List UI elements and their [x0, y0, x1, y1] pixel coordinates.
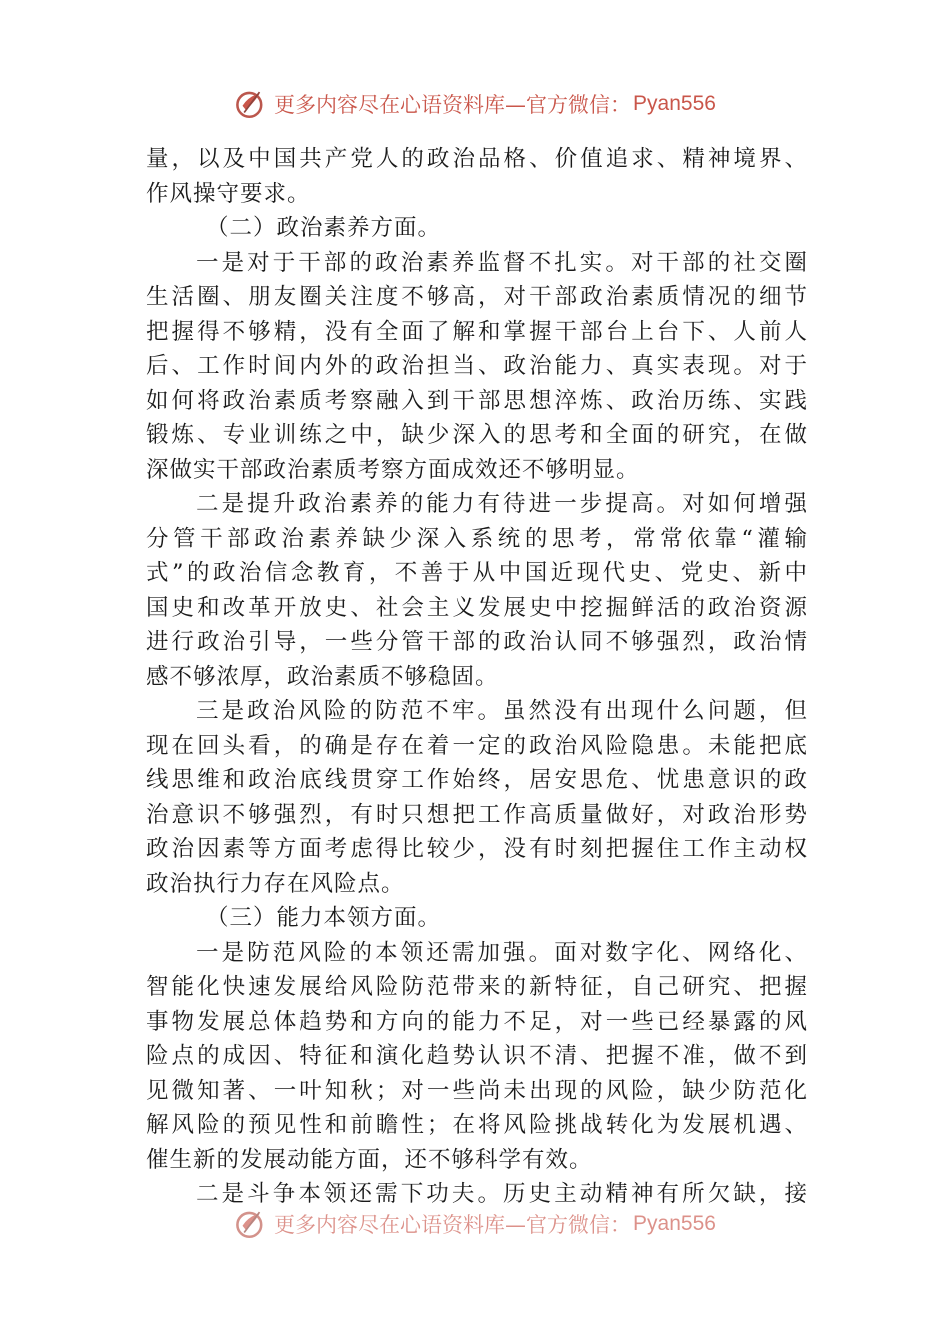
text-line: 后、工作时间内外的政治担当、政治能力、真实表现。对于 [146, 353, 808, 379]
text-line: 感不够浓厚，政治素质不够稳固。 [146, 663, 499, 690]
text-line: 智能化快速发展给风险防范带来的新特征，自己研究、把握 [146, 974, 808, 1000]
text-line: 如何将政治素质考察融入到干部思想淬炼、政治历练、实践 [146, 387, 808, 414]
text-line: 现在回头看，的确是存在着一定的政治风险隐患。未能把底 [146, 732, 808, 759]
text-line: 分管干部政治素养缺少深入系统的思考，常常依靠“灌输 [146, 525, 808, 552]
heart-quill-logo-icon [234, 1207, 268, 1241]
text-line: 锻炼、专业训练之中，缺少深入的思考和全面的研究，在做 [146, 422, 808, 448]
text-line: 把握得不够精，没有全面了解和掌握干部台上台下、人前人 [146, 318, 808, 345]
watermark-header [0, 84, 950, 124]
text-line: 深做实干部政治素质考察方面成效还不够明显。 [146, 456, 640, 483]
text-line: 治意识不够强烈，有时只想把工作高质量做好，对政治形势 [146, 801, 808, 828]
section-heading: （二）政治素养方面。 [206, 215, 442, 241]
watermark-wechat-id: Pyan556 [633, 1212, 716, 1235]
text-line: 进行政治引导，一些分管干部的政治认同不够强烈，政治情 [146, 629, 808, 655]
text-line: 解风险的预见性和前瞻性；在将风险挑战转化为发展机遇、 [146, 1112, 808, 1138]
heart-quill-logo-icon [234, 87, 268, 121]
document-body [146, 142, 808, 1212]
text-line: 作风操守要求。 [146, 180, 311, 207]
text-line: 见微知著、一叶知秋；对一些尚未出现的风险，缺少防范化 [146, 1077, 808, 1104]
watermark-footer [0, 1204, 950, 1244]
watermark-text: 更多内容尽在心语资料库—官方微信： [274, 93, 632, 117]
text-line: 式”的政治信念教育，不善于从中国近现代史、党史、新中 [146, 560, 808, 586]
text-line: 政治因素等方面考虑得比较少，没有时刻把握住工作主动权 [146, 836, 808, 862]
text-line: 线思维和政治底线贯穿工作始终，居安思危、忧患意识的政 [146, 767, 808, 793]
text-line: 三是政治风险的防范不牢。虽然没有出现什么问题，但 [196, 698, 808, 724]
text-line: 事物发展总体趋势和方向的能力不足，对一些已经暴露的风 [146, 1008, 808, 1035]
text-line: 量，以及中国共产党人的政治品格、价值追求、精神境界、 [146, 146, 808, 172]
text-line: 险点的成因、特征和演化趋势认识不清、把握不准，做不到 [146, 1043, 808, 1069]
text-line: 催生新的发展动能方面，还不够科学有效。 [146, 1146, 593, 1173]
text-line: 一是对于干部的政治素养监督不扎实。对干部的社交圈 [196, 249, 808, 276]
text-line: 一是防范风险的本领还需加强。面对数字化、网络化、 [196, 939, 808, 966]
section-heading: （三）能力本领方面。 [206, 905, 442, 931]
text-line: 生活圈、朋友圈关注度不够高，对干部政治素质情况的细节 [146, 284, 808, 310]
text-line: 二是提升政治素养的能力有待进一步提高。对如何增强 [196, 491, 808, 517]
watermark-wechat-id: Pyan556 [633, 92, 716, 115]
text-line: 二是斗争本领还需下功夫。历史主动精神有所欠缺，接 [196, 1181, 808, 1207]
text-line: 国史和改革开放史、社会主义发展史中挖掘鲜活的政治资源 [146, 594, 808, 621]
text-line: 政治执行力存在风险点。 [146, 870, 405, 897]
watermark-text: 更多内容尽在心语资料库—官方微信： [274, 1213, 632, 1237]
